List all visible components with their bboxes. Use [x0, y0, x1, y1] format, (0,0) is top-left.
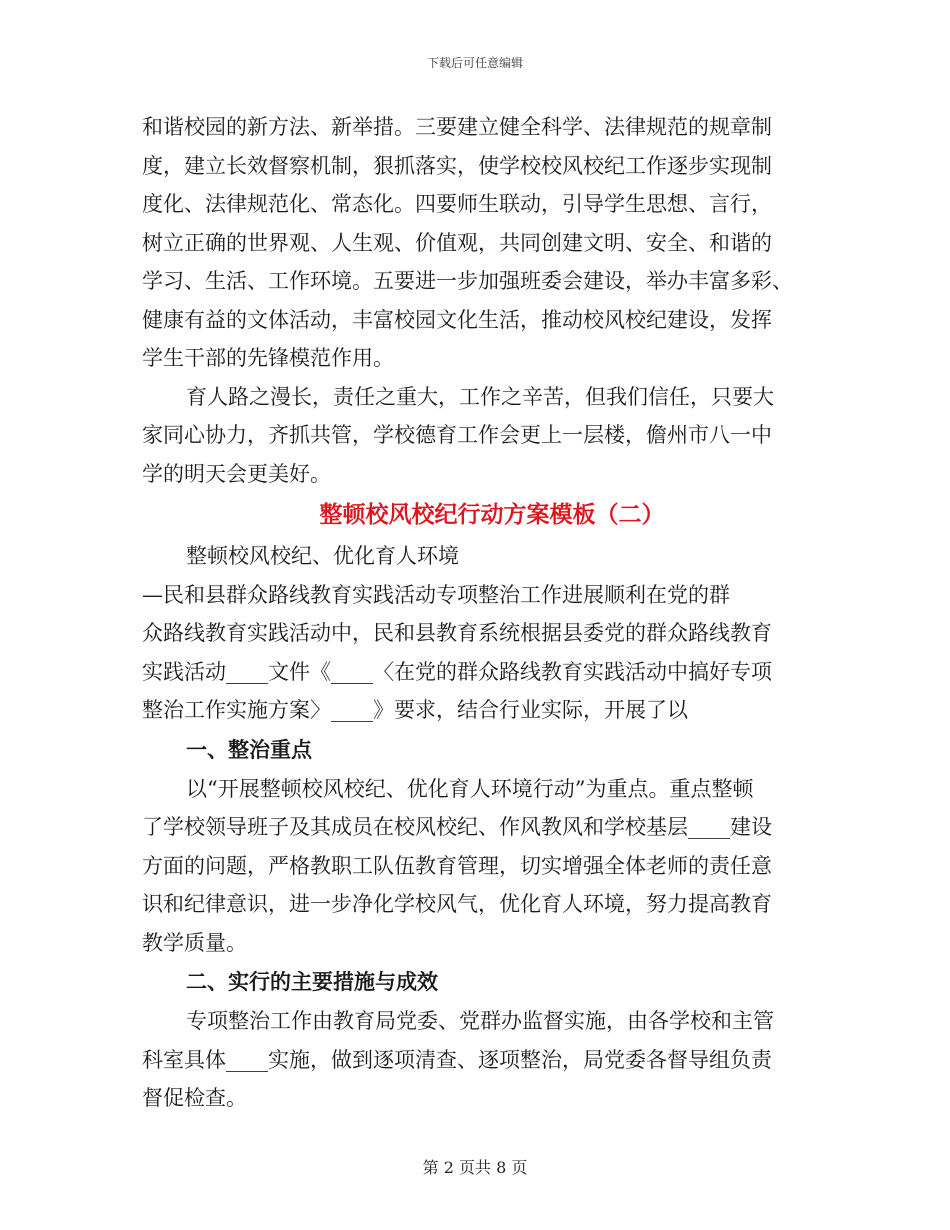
heading-measures: 二、实行的主要措施与成效: [186, 970, 438, 994]
paragraph-line: 教学质量。: [142, 930, 247, 955]
paragraph-line: 整治工作实施方案〉____》要求，结合行业实际，开展了以: [142, 698, 688, 722]
paragraph-line: 育人路之漫长，责任之重大，工作之辛苦，但我们信任，只要大: [186, 384, 774, 409]
paragraph-line: 识和纪律意识，进一步净化学校风气，优化育人环境，努力提高教育: [142, 892, 772, 916]
paragraph-line: 督促检查。: [142, 1086, 247, 1110]
paragraph-line: 学习、生活、工作环境。五要进一步加强班委会建设，举办丰富多彩、: [142, 269, 793, 293]
paragraph-line: 和谐校园的新方法、新举措。三要建立健全科学、法律规范的规章制: [142, 115, 772, 139]
paragraph-line: 学的明天会更美好。: [142, 461, 331, 486]
paragraph-line: 度化、法律规范化、常态化。四要师生联动，引导学生思想、言行，: [142, 192, 772, 216]
paragraph-line: 了学校领导班子及其成员在校风校纪、作风教风和学校基层____建设: [142, 815, 772, 839]
paragraph-line: 树立正确的世界观、人生观、价值观，共同创建文明、安全、和谐的: [142, 230, 772, 255]
subtitle: 整顿校风校纪、优化育人环境: [186, 544, 459, 568]
document-body: [142, 108, 802, 1118]
paragraph-line: 以“开展整顿校风校纪、优化育人环境行动”为重点。重点整顿: [186, 776, 754, 801]
paragraph-line: 家同心协力，齐抓共管，学校德育工作会更上一层楼，儋州市八一中: [142, 423, 772, 447]
heading-focus: 一、整治重点: [186, 737, 312, 762]
paragraph-line: 专项整治工作由教育局党委、党群办监督实施，由各学校和主管: [186, 1009, 774, 1033]
paragraph-line: —民和县群众路线教育实践活动专项整治工作进展顺利在党的群: [142, 582, 730, 607]
paragraph-line: 学生干部的先锋模范作用。: [142, 346, 394, 370]
header-note: 下载后可任意编辑: [426, 56, 523, 70]
paragraph-line: 方面的问题，严格教职工队伍教育管理，切实增强全体老师的责任意: [142, 853, 772, 878]
section-title: 整顿校风校纪行动方案模板（二）: [319, 501, 665, 528]
page-number-footer: 第 2 页共 8 页: [422, 1158, 528, 1177]
paragraph-line: 实践活动____文件《____〈在党的群众路线教育实践活动中搞好专项: [142, 659, 772, 684]
paragraph-line: 科室具体____实施，做到逐项清查、逐项整治，局党委各督导组负责: [142, 1047, 772, 1072]
paragraph-line: 众路线教育实践活动中，民和县教育系统根据县委党的群众路线教育: [142, 621, 772, 645]
paragraph-line: 健康有益的文体活动，丰富校园文化生活，推动校风校纪建设，发挥: [142, 307, 772, 332]
paragraph-line: 度，建立长效督察机制，狠抓落实，使学校校风校纪工作逐步实现制: [142, 153, 772, 178]
